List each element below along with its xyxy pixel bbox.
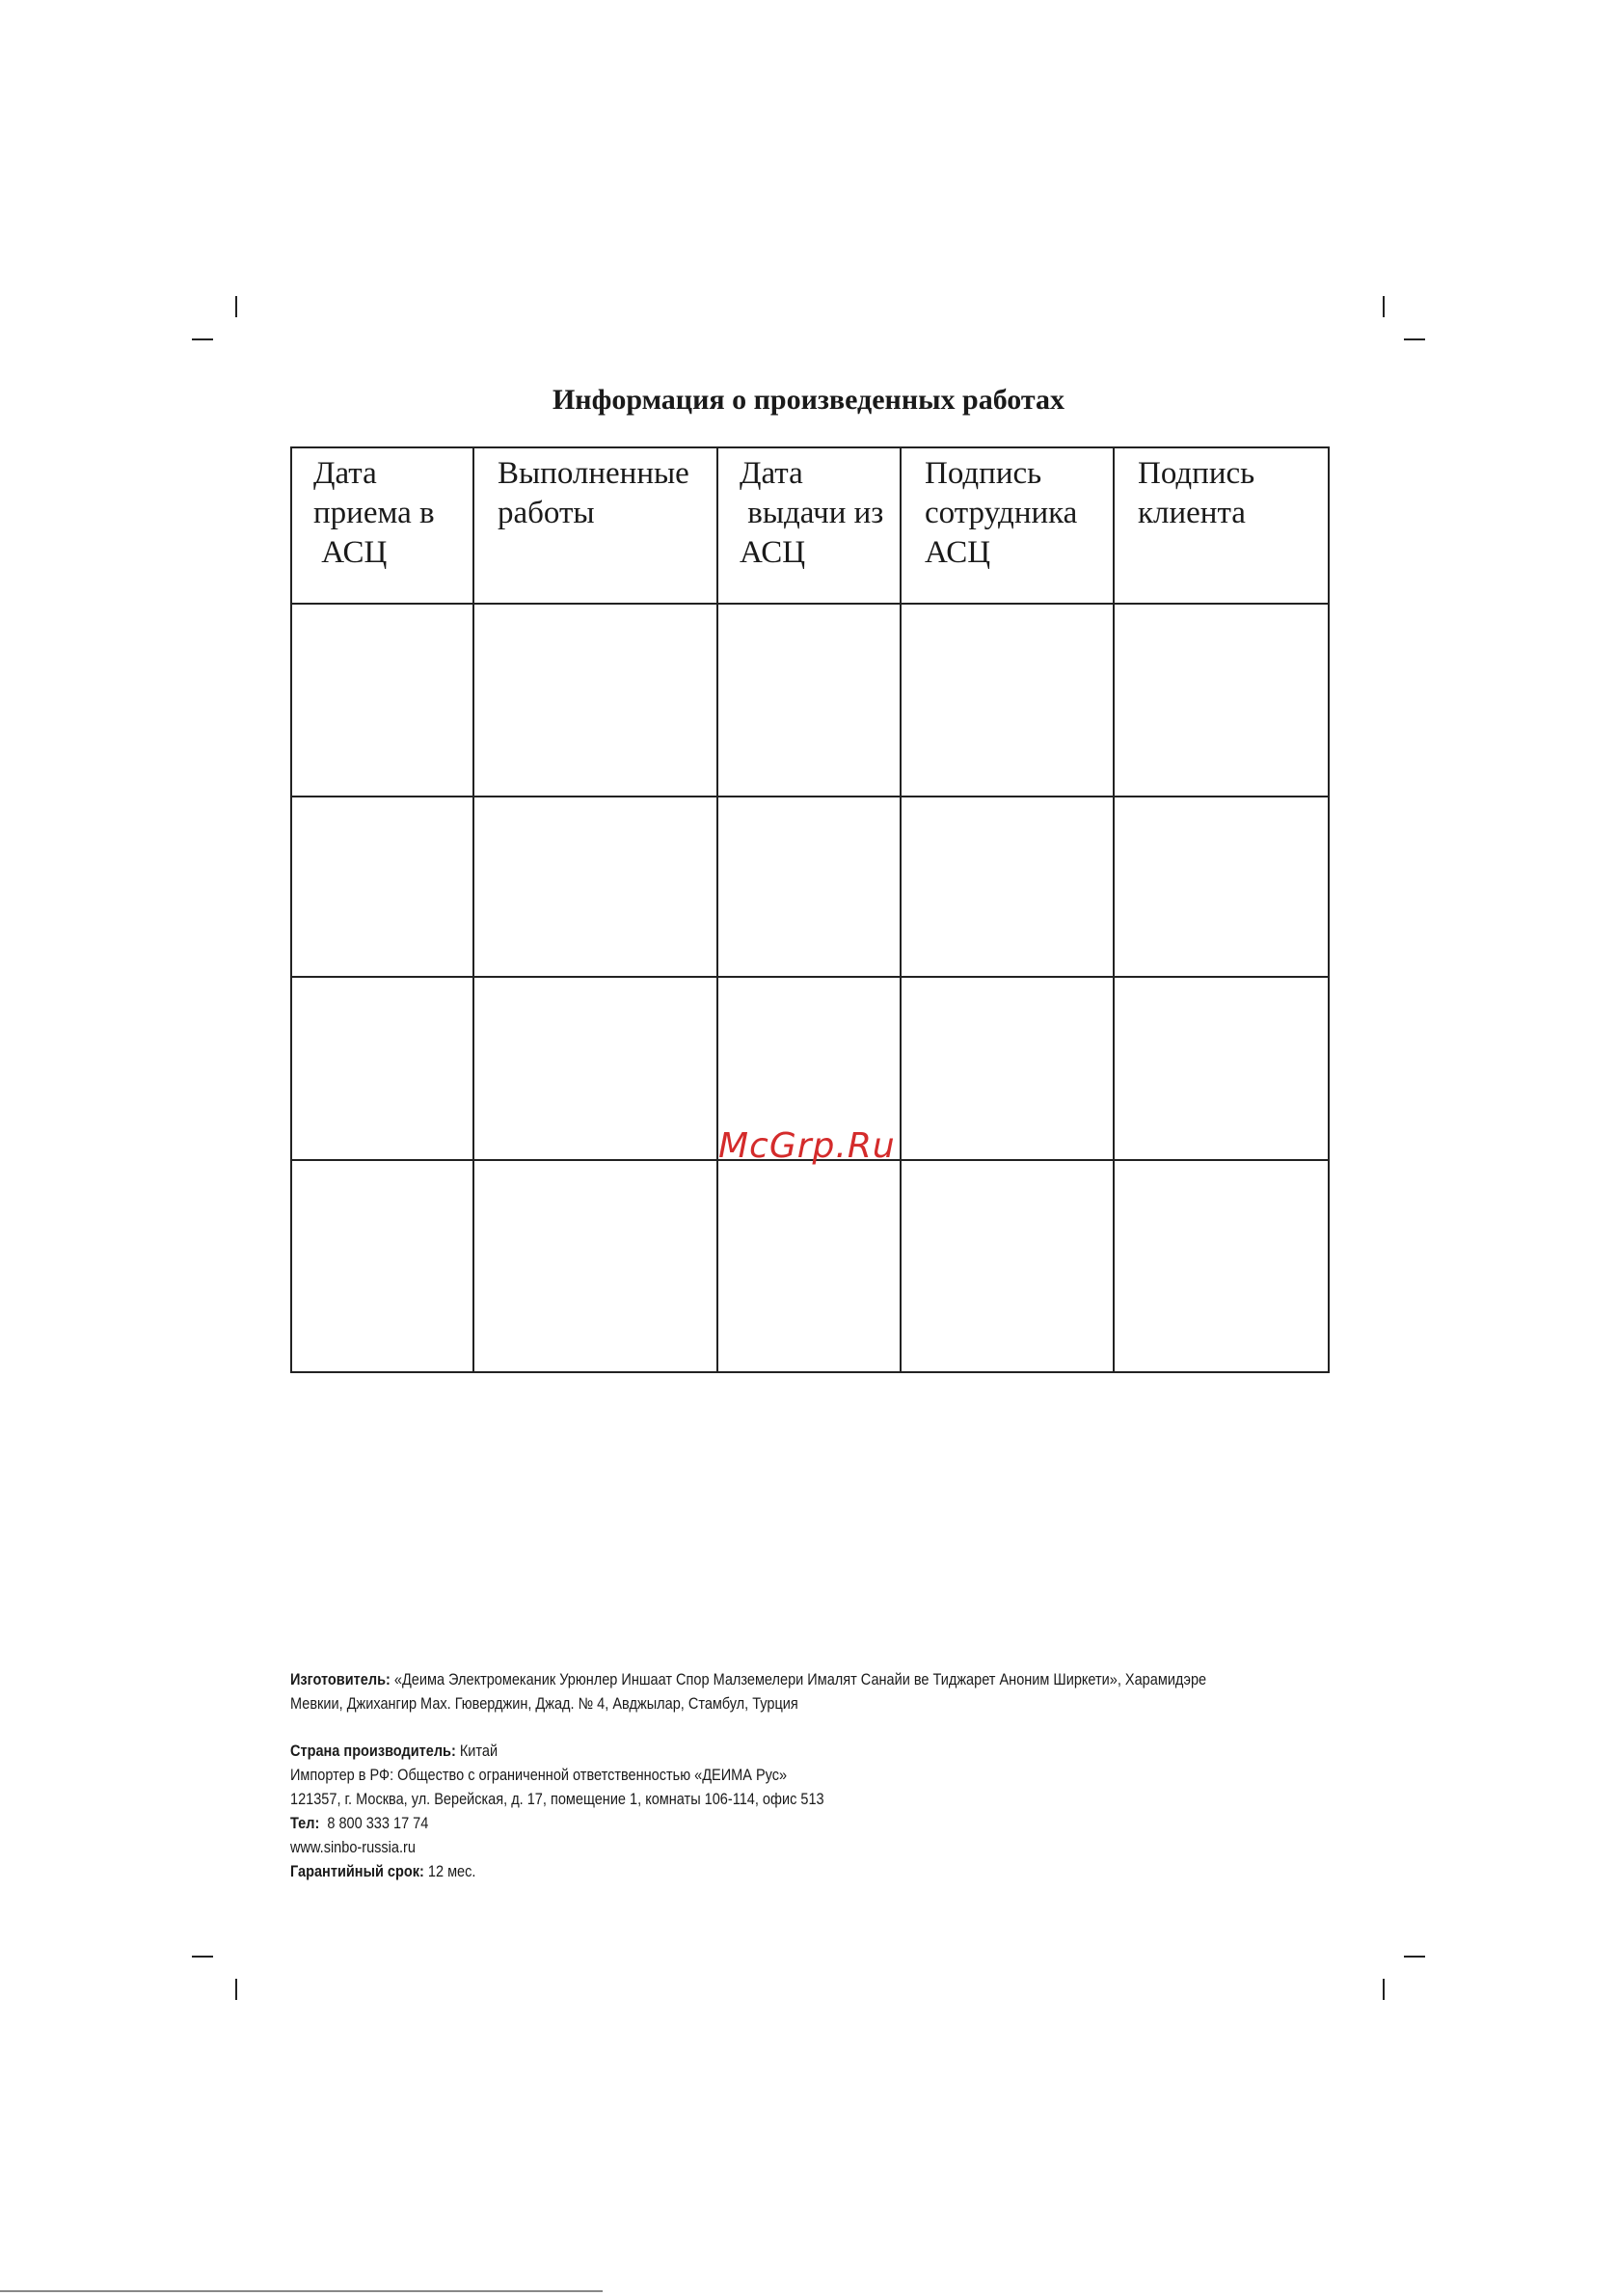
table-cell[interactable] xyxy=(473,1160,717,1372)
table-row xyxy=(291,797,1329,977)
warranty-line xyxy=(290,1860,1342,1884)
crop-mark-top-left-h xyxy=(192,338,213,340)
phone-label: Тел: xyxy=(290,1815,320,1832)
table-cell[interactable] xyxy=(291,604,473,797)
manufacturer-line xyxy=(290,1668,1342,1692)
manufacturer-info xyxy=(290,1668,1342,1884)
header-cell-staff-signature: Подпись сотрудника АСЦ xyxy=(901,447,1114,604)
table-cell[interactable] xyxy=(473,604,717,797)
country-label: Страна производитель: xyxy=(290,1742,456,1760)
crop-mark-bottom-left-v xyxy=(235,1979,237,2000)
header-cell-release-date: Дата выдачи из АСЦ xyxy=(717,447,901,604)
crop-mark-bottom-right-v xyxy=(1383,1979,1385,2000)
header-cell-intake-date: Дата приема в АСЦ xyxy=(291,447,473,604)
table-cell[interactable] xyxy=(473,797,717,977)
table-cell[interactable] xyxy=(473,977,717,1160)
table-cell[interactable] xyxy=(1114,604,1329,797)
phone-line xyxy=(290,1812,1342,1836)
table-cell[interactable] xyxy=(291,1160,473,1372)
table-cell[interactable] xyxy=(1114,797,1329,977)
bottom-rule xyxy=(0,2290,603,2292)
table-cell[interactable] xyxy=(901,797,1114,977)
table-cell[interactable] xyxy=(901,977,1114,1160)
table-cell[interactable] xyxy=(717,1160,901,1372)
table-cell[interactable] xyxy=(901,604,1114,797)
table-row xyxy=(291,604,1329,797)
manufacturer-text: «Деима Электромеканик Урюнлер Иншаат Спор Малземелери Ималят Санайи ве Тиджарет Аноним Ширкети», Харамидэре xyxy=(390,1671,1207,1688)
country-line xyxy=(290,1740,1342,1764)
crop-mark-top-right-h xyxy=(1404,338,1425,340)
table-cell[interactable] xyxy=(717,604,901,797)
table-cell[interactable] xyxy=(1114,1160,1329,1372)
importer-line: Импортер в РФ: Общество с ограниченной ответственностью «ДЕИМА Рус» xyxy=(290,1767,788,1784)
page-title: Информация о произведенных работах xyxy=(552,384,1065,416)
phone-text: 8 800 333 17 74 xyxy=(319,1815,429,1832)
crop-mark-top-right-v xyxy=(1383,296,1385,317)
table-header-row xyxy=(291,447,1329,604)
crop-mark-bottom-left-h xyxy=(192,1956,213,1958)
table-cell[interactable] xyxy=(901,1160,1114,1372)
warranty-label: Гарантийный срок: xyxy=(290,1863,424,1880)
table-row xyxy=(291,1160,1329,1372)
warranty-text: 12 мес. xyxy=(423,1863,476,1880)
website-link[interactable]: www.sinbo-russia.ru xyxy=(290,1839,416,1856)
crop-mark-top-left-v xyxy=(235,296,237,317)
header-cell-work-done: Выполненные работы xyxy=(473,447,717,604)
works-table xyxy=(290,446,1330,1373)
importer-address: 121357, г. Москва, ул. Верейская, д. 17, помещение 1, комнаты 106-114, офис 513 xyxy=(290,1791,824,1808)
table-cell[interactable] xyxy=(291,797,473,977)
watermark: McGrp.Ru xyxy=(718,1126,896,1166)
table-cell[interactable] xyxy=(291,977,473,1160)
table-cell[interactable] xyxy=(1114,977,1329,1160)
manufacturer-label: Изготовитель: xyxy=(290,1671,391,1688)
country-text: Китай xyxy=(455,1742,499,1760)
header-cell-client-signature: Подпись клиента xyxy=(1114,447,1329,604)
crop-mark-bottom-right-h xyxy=(1404,1956,1425,1958)
manufacturer-address: Мевкии, Джихангир Мах. Гюверджин, Джад. № 4, Авджылар, Стамбул, Турция xyxy=(290,1695,798,1713)
table-cell[interactable] xyxy=(717,797,901,977)
